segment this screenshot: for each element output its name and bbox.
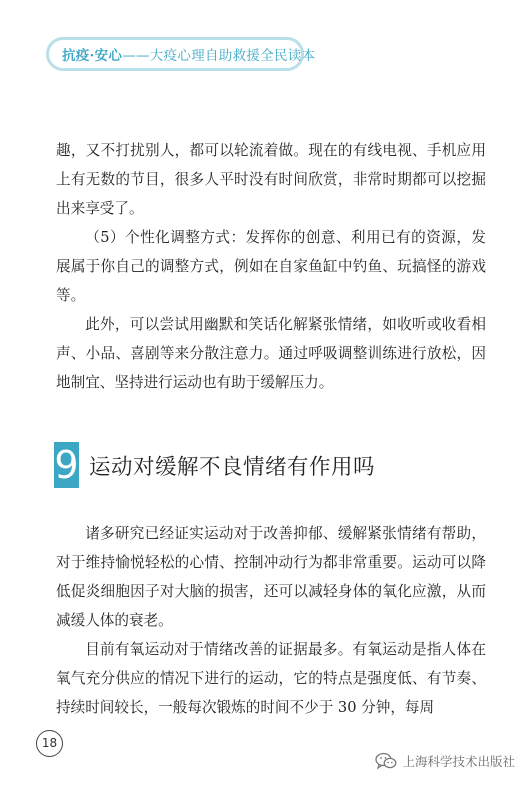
header-subtitle: ——大疫心理自助救援全民读本 <box>122 48 316 64</box>
section-number: 9 <box>54 443 79 487</box>
paragraph: 诸多研究已经证实运动对于改善抑郁、缓解紧张情绪有帮助，对于维持愉悦轻松的心情、控制冲动行为都非常重要。运动可以降低促炎细胞因子对大脑的损害，还可以减轻身体的氧化应激，从而减缓人体的衰老。 <box>56 525 486 629</box>
header-banner <box>46 37 316 71</box>
paragraph: （5）个性化调整方式：发挥你的创意、利用已有的资源，发展属于你自己的调整方式，例如在自家鱼缸中钓鱼、玩搞怪的游戏等。 <box>56 229 486 304</box>
publisher-watermark <box>375 752 515 770</box>
section-heading <box>54 442 375 488</box>
paragraph: 趣，又不打扰别人，都可以轮流着做。现在的有线电视、手机应用上有无数的节目，很多人平时没有时间欣赏，非常时期都可以挖掘出来享受了。 <box>56 142 486 217</box>
body-text-block-1 <box>56 136 486 397</box>
body-text-block-2 <box>56 519 486 722</box>
paragraph: 目前有氧运动对于情绪改善的证据最多。有氧运动是指人体在氧气充分供应的情况下进行的运动，它的特点是强度低、有节奏、持续时间较长，一般每次锻炼的时间不少于 30 分钟，每周 <box>56 641 486 716</box>
header-brand: 抗疫·安心 <box>62 48 123 64</box>
wechat-icon <box>375 752 397 770</box>
page-number: 18 <box>36 730 63 757</box>
watermark-text: 上海科学技术出版社 <box>402 754 515 769</box>
section-title: 运动对缓解不良情绪有作用吗 <box>89 454 376 480</box>
paragraph: 此外，可以尝试用幽默和笑话化解紧张情绪，如收听或收看相声、小品、喜剧等来分散注意力。通过呼吸调整训练进行放松，因地制宜、坚持进行运动也有助于缓解压力。 <box>56 316 486 391</box>
